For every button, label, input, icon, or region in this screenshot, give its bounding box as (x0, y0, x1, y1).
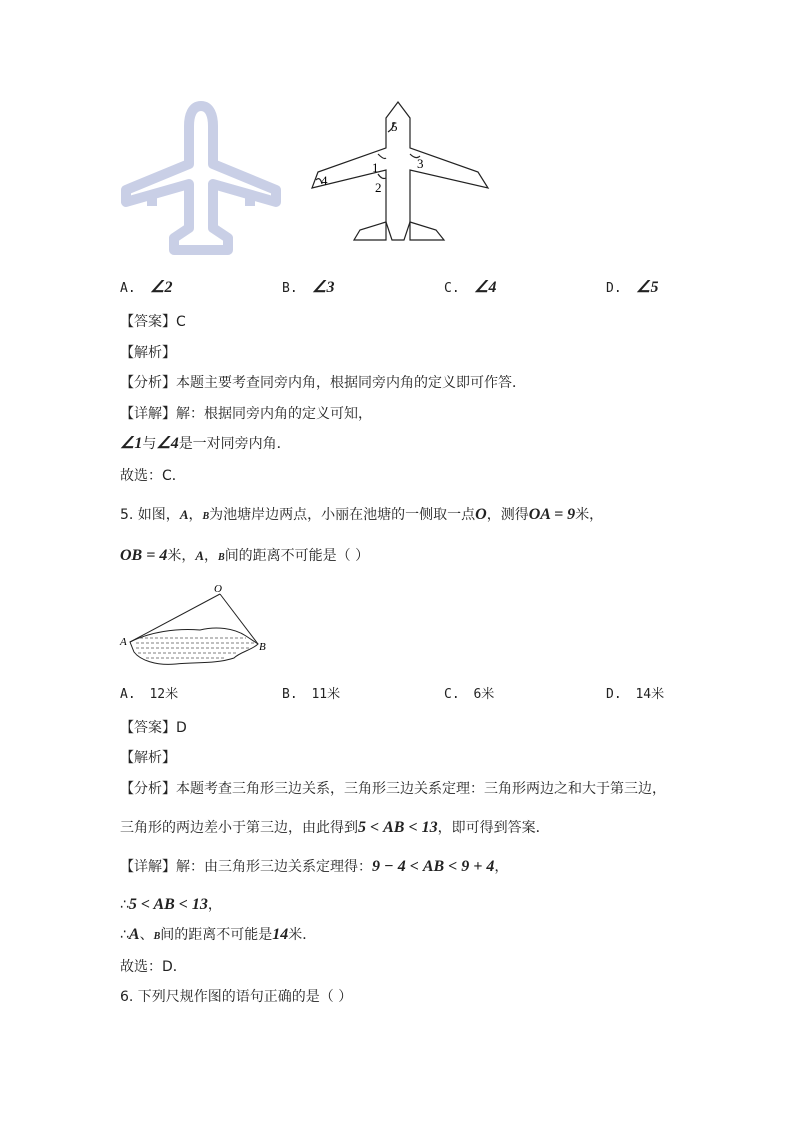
q5-xiangjie-line1: 【详解】解：由三角形三边关系定理得：9 − 4 < AB < 9 + 4， (120, 858, 509, 875)
fig-angle-5: 5 (391, 119, 398, 134)
fig-label-b: B (259, 641, 266, 653)
q5-option-c[interactable]: C. 6米 (444, 687, 495, 702)
q4-option-b[interactable]: B. ∠3 (282, 279, 335, 296)
q4-xiangjie-line2: ∠1与∠4是一对同旁内角． (120, 435, 291, 452)
airplane-watermark-icon (118, 98, 284, 262)
q5-answer: 【答案】D (120, 720, 187, 736)
q5-option-a[interactable]: A. 12米 (120, 687, 179, 702)
fig-angle-2: 2 (375, 180, 382, 195)
airplane-diagram (306, 98, 492, 246)
q4-option-c[interactable]: C. ∠4 (444, 279, 497, 296)
q5-option-d[interactable]: D. 14米 (606, 687, 665, 702)
q5-stem-line1: 5. 如图，A，B为池塘岸边两点，小丽在池塘的一侧取一点O，测得OA = 9米， (120, 506, 604, 523)
q4-xiangjie-line1: 【详解】解：根据同旁内角的定义可知， (120, 406, 372, 422)
q5-choose: 故选：D． (120, 959, 187, 975)
q6-stem: 6. 下列尺规作图的语句正确的是（ ） (120, 989, 353, 1005)
q5-stem-line2: OB = 4米，A，B间的距离不可能是（ ） (120, 547, 370, 564)
q4-option-d[interactable]: D. ∠5 (606, 279, 659, 296)
fig-label-o: O (214, 583, 222, 595)
q5-analysis-header: 【解析】 (120, 750, 176, 766)
q5-fenxi-line1: 【分析】本题考查三角形三边关系，三角形三边关系定理：三角形两边之和大于第三边， (120, 781, 666, 797)
q5-xiangjie-line2: ∴5 < AB < 13， (120, 896, 222, 913)
pond-diagram (116, 582, 270, 670)
fig-angle-3: 3 (417, 156, 424, 171)
fig-angle-4: 4 (321, 173, 328, 188)
q5-option-b[interactable]: B. 11米 (282, 687, 341, 702)
q5-fenxi-line2: 三角形的两边差小于第三边，由此得到5 < AB < 13，即可得到答案． (120, 819, 550, 836)
fig-angle-1: 1 (372, 160, 379, 175)
fig-label-a: A (120, 636, 127, 648)
q4-fenxi: 【分析】本题主要考查同旁内角，根据同旁内角的定义即可作答． (120, 375, 526, 391)
q5-xiangjie-line3: ∴A、B间的距离不可能是14米． (120, 926, 317, 943)
q4-analysis-header: 【解析】 (120, 345, 176, 361)
q4-option-a[interactable]: A. ∠2 (120, 279, 173, 296)
q4-choose: 故选：C． (120, 468, 186, 484)
q4-answer: 【答案】C (120, 314, 186, 330)
